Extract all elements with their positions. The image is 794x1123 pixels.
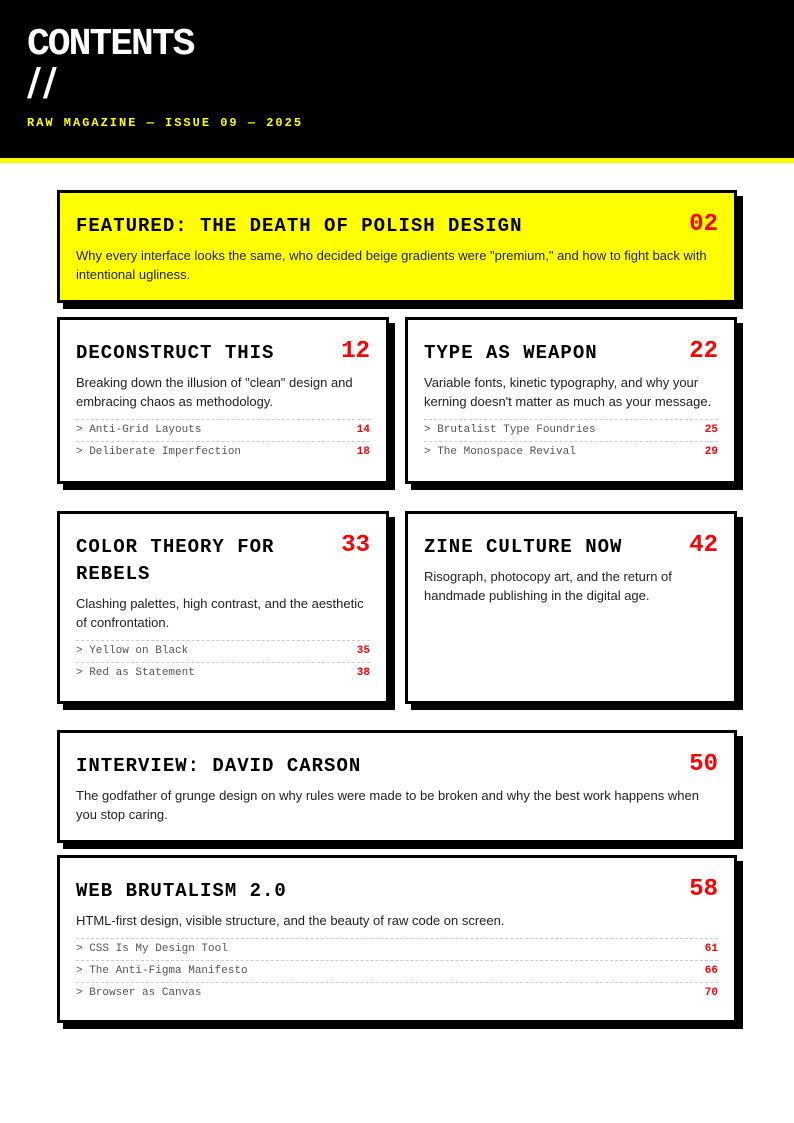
sub-article-item[interactable] bbox=[424, 441, 718, 463]
card-description: Variable fonts, kinetic typography, and why your kerning doesn't matter as much as your message. bbox=[424, 375, 712, 409]
card-description: The godfather of grunge design on why rules were made to be broken and why the best work happens when you stop caring. bbox=[76, 788, 699, 822]
page-number: 12 bbox=[341, 338, 370, 365]
web-brutalism-card[interactable] bbox=[57, 855, 737, 1023]
card-description: Breaking down the illusion of "clean" design and embracing chaos as methodology. bbox=[76, 375, 353, 409]
page-title: CONTENTS bbox=[27, 23, 194, 66]
page-number: 50 bbox=[689, 751, 718, 778]
sub-article-page: 29 bbox=[704, 446, 718, 458]
sub-article-label: > The Monospace Revival bbox=[424, 446, 576, 458]
sub-article-page: 14 bbox=[356, 424, 370, 436]
card-description: HTML-first design, visible structure, and the beauty of raw code on screen. bbox=[76, 913, 505, 928]
sub-article-label: > Anti-Grid Layouts bbox=[76, 424, 202, 436]
sub-article-page: 25 bbox=[704, 424, 718, 436]
sub-article-item[interactable] bbox=[76, 662, 370, 684]
sub-article-page: 70 bbox=[704, 987, 718, 999]
sub-article-item[interactable] bbox=[76, 960, 718, 982]
card-title: FEATURED: THE DEATH OF POLISH DESIGN bbox=[76, 215, 523, 237]
sub-article-label: > Browser as Canvas bbox=[76, 987, 202, 999]
sub-article-label: > CSS Is My Design Tool bbox=[76, 943, 228, 955]
sub-article-label: > Yellow on Black bbox=[76, 645, 189, 657]
sub-article-label: > The Anti-Figma Manifesto bbox=[76, 965, 248, 977]
card-title: ZINE CULTURE NOW bbox=[424, 536, 623, 558]
sub-article-item[interactable] bbox=[76, 640, 370, 662]
card-title: DECONSTRUCT THIS bbox=[76, 342, 275, 364]
page-number: 22 bbox=[689, 338, 718, 365]
card-title: TYPE AS WEAPON bbox=[424, 342, 598, 364]
page-number: 02 bbox=[689, 211, 718, 238]
sub-article-item[interactable] bbox=[76, 938, 718, 960]
page-number: 33 bbox=[341, 532, 370, 559]
sub-article-label: > Red as Statement bbox=[76, 667, 195, 679]
sub-article-page: 18 bbox=[356, 446, 370, 458]
sub-article-item[interactable] bbox=[76, 441, 370, 463]
header bbox=[0, 0, 794, 163]
featured-card[interactable] bbox=[57, 190, 737, 303]
card-title: WEB BRUTALISM 2.0 bbox=[76, 880, 287, 902]
article-card[interactable] bbox=[405, 317, 737, 484]
article-card[interactable] bbox=[57, 511, 389, 704]
title-slashes: // bbox=[27, 60, 59, 104]
page-number: 42 bbox=[689, 532, 718, 559]
sub-article-page: 35 bbox=[356, 645, 370, 657]
card-title: COLOR THEORY FOR REBELS bbox=[76, 536, 275, 585]
card-description: Why every interface looks the same, who decided beige gradients were "premium," and how to fight back with intentional ugliness. bbox=[76, 248, 707, 282]
interview-card[interactable] bbox=[57, 730, 737, 843]
sub-article-label: > Deliberate Imperfection bbox=[76, 446, 242, 458]
article-card[interactable] bbox=[405, 511, 737, 704]
card-description: Clashing palettes, high contrast, and the aesthetic of confrontation. bbox=[76, 596, 364, 630]
article-card[interactable] bbox=[57, 317, 389, 484]
sub-article-page: 61 bbox=[704, 943, 718, 955]
card-title: INTERVIEW: DAVID CARSON bbox=[76, 755, 362, 777]
sub-article-item[interactable] bbox=[76, 419, 370, 441]
sub-article-page: 38 bbox=[356, 667, 370, 679]
issue-subtitle: RAW MAGAZINE — ISSUE 09 — 2025 bbox=[27, 116, 304, 130]
sub-article-item[interactable] bbox=[424, 419, 718, 441]
sub-article-item[interactable] bbox=[76, 982, 718, 1004]
sub-article-label: > Brutalist Type Foundries bbox=[424, 424, 596, 436]
page-number: 58 bbox=[689, 876, 718, 903]
card-description: Risograph, photocopy art, and the return of handmade publishing in the digital age. bbox=[424, 569, 672, 603]
sub-article-page: 66 bbox=[704, 965, 718, 977]
